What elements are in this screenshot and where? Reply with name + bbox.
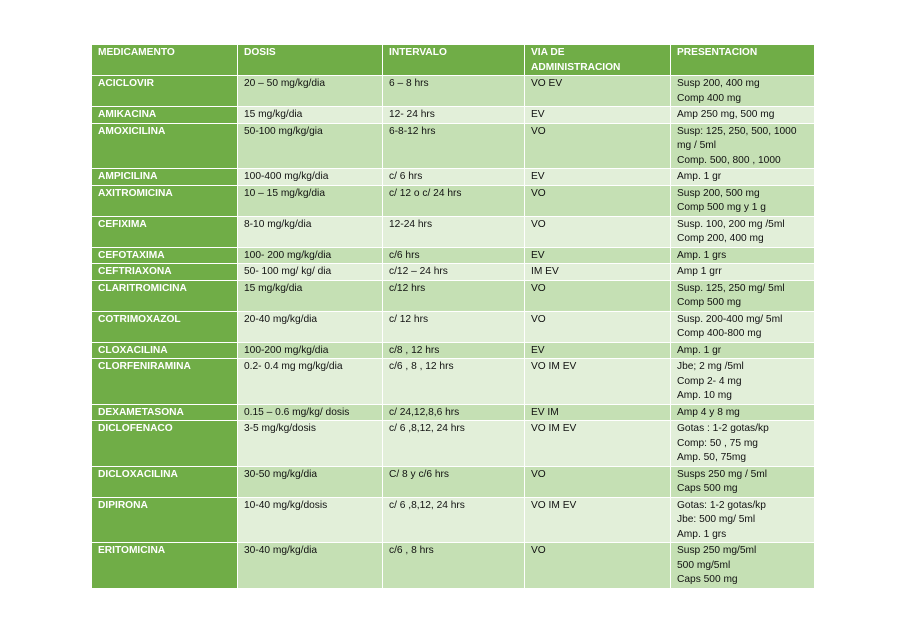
presentacion-cell: Susp 250 mg/5ml 500 mg/5ml Caps 500 mg — [671, 543, 815, 589]
table-row — [92, 404, 815, 421]
dosis-cell: 50- 100 mg/ kg/ dia — [238, 264, 383, 281]
intervalo-cell: c/6 hrs — [383, 247, 525, 264]
intervalo-cell: c/6 , 8 hrs — [383, 543, 525, 589]
medicamento-cell: AMIKACINA — [92, 107, 238, 124]
intervalo-cell: c/ 6 ,8,12, 24 hrs — [383, 421, 525, 467]
via-cell: VO — [525, 280, 671, 311]
dosis-cell: 30-40 mg/kg/dia — [238, 543, 383, 589]
dosis-cell: 0.2- 0.4 mg mg/kg/dia — [238, 359, 383, 405]
via-cell: VO — [525, 123, 671, 169]
dosis-cell: 50-100 mg/kg/gia — [238, 123, 383, 169]
intervalo-cell: c/ 12 o c/ 24 hrs — [383, 185, 525, 216]
via-cell: VO IM EV — [525, 359, 671, 405]
via-cell: EV — [525, 247, 671, 264]
intervalo-cell: c/12 hrs — [383, 280, 525, 311]
dosis-cell: 30-50 mg/kg/dia — [238, 466, 383, 497]
via-cell: VO IM EV — [525, 497, 671, 543]
medicamento-cell: CLORFENIRAMINA — [92, 359, 238, 405]
presentacion-cell: Susp: 125, 250, 500, 1000 mg / 5ml Comp. 500, 800 , 1000 — [671, 123, 815, 169]
intervalo-cell: 12-24 hrs — [383, 216, 525, 247]
presentacion-cell: Amp. 1 gr — [671, 342, 815, 359]
table-row — [92, 466, 815, 497]
presentacion-cell: Amp 4 y 8 mg — [671, 404, 815, 421]
via-cell: VO — [525, 466, 671, 497]
presentacion-cell: Gotas: 1-2 gotas/kp Jbe: 500 mg/ 5ml Amp. 1 grs — [671, 497, 815, 543]
medicamento-cell: CLOXACILINA — [92, 342, 238, 359]
intervalo-cell: c/ 6 hrs — [383, 169, 525, 186]
header-medicamento: MEDICAMENTO — [92, 45, 238, 76]
dosis-cell: 15 mg/kg/dia — [238, 280, 383, 311]
medication-table — [91, 44, 815, 589]
presentacion-cell: Amp 1 grr — [671, 264, 815, 281]
dosis-cell: 100-400 mg/kg/dia — [238, 169, 383, 186]
medicamento-cell: CEFIXIMA — [92, 216, 238, 247]
presentacion-cell: Jbe; 2 mg /5ml Comp 2- 4 mg Amp. 10 mg — [671, 359, 815, 405]
header-presentacion: PRESENTACION — [671, 45, 815, 76]
header-row — [92, 45, 815, 76]
presentacion-cell: Susp. 200-400 mg/ 5ml Comp 400-800 mg — [671, 311, 815, 342]
presentacion-cell: Amp 250 mg, 500 mg — [671, 107, 815, 124]
via-cell: VO — [525, 543, 671, 589]
table-row — [92, 264, 815, 281]
table-row — [92, 359, 815, 405]
presentacion-cell: Susp 200, 500 mg Comp 500 mg y 1 g — [671, 185, 815, 216]
via-cell: VO IM EV — [525, 421, 671, 467]
header-via: VIA DE ADMINISTRACION — [525, 45, 671, 76]
dosis-cell: 0.15 – 0.6 mg/kg/ dosis — [238, 404, 383, 421]
presentacion-cell: Amp. 1 gr — [671, 169, 815, 186]
presentacion-cell: Gotas : 1-2 gotas/kp Comp: 50 , 75 mg Amp. 50, 75mg — [671, 421, 815, 467]
table-row — [92, 497, 815, 543]
medicamento-cell: DIPIRONA — [92, 497, 238, 543]
via-cell: VO — [525, 185, 671, 216]
intervalo-cell: c/6 , 8 , 12 hrs — [383, 359, 525, 405]
table-row — [92, 123, 815, 169]
intervalo-cell: c/8 , 12 hrs — [383, 342, 525, 359]
medicamento-cell: ERITOMICINA — [92, 543, 238, 589]
intervalo-cell: c/ 12 hrs — [383, 311, 525, 342]
medicamento-cell: ACICLOVIR — [92, 76, 238, 107]
intervalo-cell: 12- 24 hrs — [383, 107, 525, 124]
table-row — [92, 247, 815, 264]
dosis-cell: 100-200 mg/kg/dia — [238, 342, 383, 359]
presentacion-cell: Susp 200, 400 mg Comp 400 mg — [671, 76, 815, 107]
medicamento-cell: CEFTRIAXONA — [92, 264, 238, 281]
intervalo-cell: c/12 – 24 hrs — [383, 264, 525, 281]
dosis-cell: 8-10 mg/kg/dia — [238, 216, 383, 247]
dosis-cell: 20-40 mg/kg/dia — [238, 311, 383, 342]
intervalo-cell: c/ 6 ,8,12, 24 hrs — [383, 497, 525, 543]
header-dosis: DOSIS — [238, 45, 383, 76]
presentacion-cell: Amp. 1 grs — [671, 247, 815, 264]
presentacion-cell: Susp. 100, 200 mg /5ml Comp 200, 400 mg — [671, 216, 815, 247]
header-intervalo: INTERVALO — [383, 45, 525, 76]
medicamento-cell: COTRIMOXAZOL — [92, 311, 238, 342]
via-cell: VO — [525, 311, 671, 342]
dosis-cell: 20 – 50 mg/kg/dia — [238, 76, 383, 107]
table-row — [92, 185, 815, 216]
intervalo-cell: 6-8-12 hrs — [383, 123, 525, 169]
table-row — [92, 169, 815, 186]
dosis-cell: 3-5 mg/kg/dosis — [238, 421, 383, 467]
intervalo-cell: 6 – 8 hrs — [383, 76, 525, 107]
medicamento-cell: DICLOXACILINA — [92, 466, 238, 497]
table-row — [92, 342, 815, 359]
medicamento-cell: DEXAMETASONA — [92, 404, 238, 421]
via-cell: IM EV — [525, 264, 671, 281]
table-row — [92, 216, 815, 247]
table-row — [92, 311, 815, 342]
dosis-cell: 10-40 mg/kg/dosis — [238, 497, 383, 543]
presentacion-cell: Susp. 125, 250 mg/ 5ml Comp 500 mg — [671, 280, 815, 311]
via-cell: EV — [525, 107, 671, 124]
table-row — [92, 421, 815, 467]
table-row — [92, 543, 815, 589]
medicamento-cell: AMPICILINA — [92, 169, 238, 186]
table-row — [92, 76, 815, 107]
via-cell: EV — [525, 169, 671, 186]
table-row — [92, 280, 815, 311]
table-row — [92, 107, 815, 124]
dosis-cell: 15 mg/kg/dia — [238, 107, 383, 124]
via-cell: VO EV — [525, 76, 671, 107]
medicamento-cell: AXITROMICINA — [92, 185, 238, 216]
via-cell: EV — [525, 342, 671, 359]
medicamento-cell: AMOXICILINA — [92, 123, 238, 169]
via-cell: VO — [525, 216, 671, 247]
presentacion-cell: Susps 250 mg / 5ml Caps 500 mg — [671, 466, 815, 497]
intervalo-cell: C/ 8 y c/6 hrs — [383, 466, 525, 497]
via-cell: EV IM — [525, 404, 671, 421]
medicamento-cell: CLARITROMICINA — [92, 280, 238, 311]
medicamento-cell: CEFOTAXIMA — [92, 247, 238, 264]
dosis-cell: 100- 200 mg/kg/dia — [238, 247, 383, 264]
medicamento-cell: DICLOFENACO — [92, 421, 238, 467]
dosis-cell: 10 – 15 mg/kg/dia — [238, 185, 383, 216]
intervalo-cell: c/ 24,12,8,6 hrs — [383, 404, 525, 421]
